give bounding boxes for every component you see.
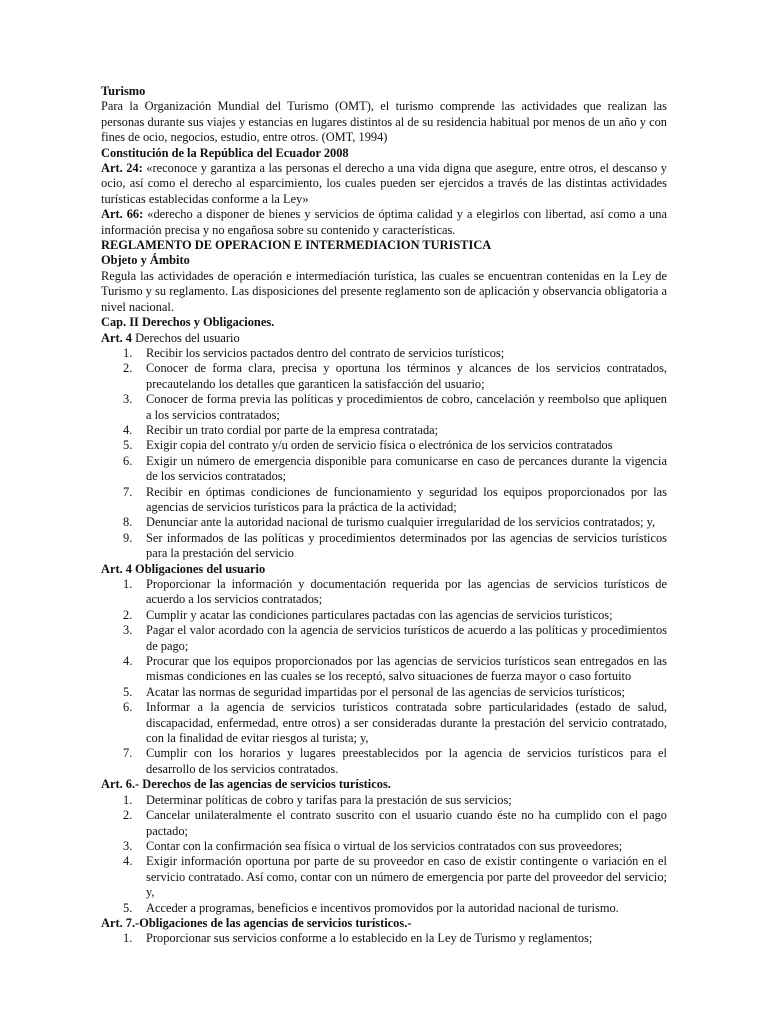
list-item-text: Informar a la agencia de servicios turísticos contratada sobre particularidades (estado de salud, discapacidad, enfermedad, entre otros) a ser consideradas durante la prestación del servicio contratado, con la finalidad de evitar riesgos al turista; y, [146, 700, 667, 746]
list-item-number: 2. [123, 361, 133, 376]
list-item [101, 623, 667, 654]
list-item-number: 1. [123, 792, 133, 807]
document-page [101, 84, 667, 947]
list-item [101, 423, 667, 438]
section-title-turismo: Turismo [101, 84, 146, 98]
section-title-objeto: Objeto y Ámbito [101, 253, 190, 268]
list-item-number: 1. [123, 931, 133, 946]
list-item-number: 6. [123, 700, 133, 715]
list-item [101, 685, 667, 700]
paragraph-art66 [101, 207, 667, 238]
art4-obligaciones-heading: Art. 4 Obligaciones del usuario [101, 561, 266, 576]
art4-derechos-heading [101, 331, 667, 346]
list-item-text: Proporcionar la información y documentación requerida por las agencias de servicios turísticos de acuerdo a los servicios contratados; [146, 577, 667, 607]
list-item [101, 854, 667, 900]
list-item-text: Contar con la confirmación sea física o virtual de los servicios contratados con sus proveedores; [146, 838, 623, 853]
list-item-number: 3. [123, 623, 133, 638]
list-item-text: Denunciar ante la autoridad nacional de turismo cualquier irregularidad de los servicios contratados; y, [146, 515, 656, 530]
list-item-number: 1. [123, 345, 133, 360]
list-derechos-usuario [101, 346, 667, 562]
list-item-number: 4. [123, 854, 133, 869]
list-item [101, 931, 667, 946]
paragraph-art24 [101, 161, 667, 207]
list-item [101, 515, 667, 530]
list-item [101, 485, 667, 516]
list-item-number: 4. [123, 654, 133, 669]
list-item [101, 839, 667, 854]
list-item-text: Procurar que los equipos proporcionados por las agencias de servicios turísticos sean entregados en las mismas condiciones en las cuales se los receptó, salvo situaciones de fuerza mayor o caso fortuito [146, 654, 667, 684]
list-item [101, 700, 667, 746]
list-item-number: 5. [123, 900, 133, 915]
list-item [101, 346, 667, 361]
list-item-text: Cumplir con los horarios y lugares preestablecidos por la agencia de servicios turísticos para el desarrollo de los servicios contratados. [146, 746, 667, 776]
art4-text: Derechos del usuario [131, 330, 240, 345]
list-item [101, 608, 667, 623]
list-item-text: Acatar las normas de seguridad impartidas por el personal de las agencias de servicios turísticos; [146, 684, 625, 699]
list-item [101, 793, 667, 808]
list-item [101, 361, 667, 392]
list-item-text: Ser informados de las políticas y procedimientos determinados por las agencias de servicios turísticos para la prestación del servicio [146, 530, 667, 561]
art6-heading: Art. 6.- Derechos de las agencias de servicios turísticos. [101, 777, 391, 792]
list-item-number: 3. [123, 392, 133, 407]
art7-heading: Art. 7.-Obligaciones de las agencias de servicios turísticos.- [101, 915, 412, 930]
list-item [101, 746, 667, 777]
list-item-text: Pagar el valor acordado con la agencia de servicios turísticos de acuerdo a las políticas y procedimientos de pago; [146, 623, 667, 653]
list-item-text: Proporcionar sus servicios conforme a lo establecido en la Ley de Turismo y reglamentos; [146, 931, 593, 946]
section-title-reglamento: REGLAMENTO DE OPERACION E INTERMEDIACION TURISTICA [101, 238, 492, 253]
list-derechos-agencias [101, 793, 667, 916]
art24-label: Art. 24: [101, 161, 143, 176]
list-item-number: 6. [123, 453, 133, 468]
list-item [101, 438, 667, 453]
section-title-cap2: Cap. II Derechos y Obligaciones. [101, 315, 275, 330]
list-item [101, 531, 667, 562]
list-item-text: Recibir un trato cordial por parte de la empresa contratada; [146, 422, 439, 437]
list-item-text: Conocer de forma previa las políticas y procedimientos de cobro, cancelación y reembolso que apliquen a los servicios contratados; [146, 392, 667, 422]
list-item-number: 5. [123, 684, 133, 699]
list-item [101, 901, 667, 916]
list-item-text: Conocer de forma clara, precisa y oportuna los términos y alcances de los servicios contratados, precautelando los detalles que garanticen la satisfacción del usuario; [146, 361, 667, 391]
list-item-text: Cancelar unilateralmente el contrato suscrito con el usuario cuando éste no ha cumplido con el pago pactado; [146, 808, 667, 838]
list-item-text: Exigir un número de emergencia disponible para comunicarse en caso de percances durante la vigencia de los servicios contratados; [146, 453, 667, 484]
list-item-number: 2. [123, 607, 133, 622]
list-obligaciones-usuario [101, 577, 667, 777]
list-obligaciones-agencias [101, 931, 667, 946]
list-item-text: Exigir información oportuna por parte de su proveedor en caso de existir contingente o variación en el servicio contratado. Así como, contar con un número de emergencia por parte del proveedor del servicio; y, [146, 854, 667, 900]
list-item-text: Recibir los servicios pactados dentro del contrato de servicios turísticos; [146, 345, 505, 360]
art66-text: «derecho a disponer de bienes y servicios de óptima calidad y a elegirlos con libertad, así como a una información precisa y no engañosa sobre su contenido y características. [101, 207, 667, 237]
list-item-text: Exigir copia del contrato y/u orden de servicio física o electrónica de los servicios contratados [146, 438, 613, 453]
paragraph-objeto: Regula las actividades de operación e intermediación turística, las cuales se encuentran contenidas en la Ley de Turismo y su reglamento. Las disposiciones del presente reglamento son de aplicación y observancia obligatoria a nivel nacional. [101, 268, 667, 314]
list-item-number: 7. [123, 484, 133, 499]
list-item-number: 2. [123, 808, 133, 823]
list-item [101, 392, 667, 423]
list-item [101, 808, 667, 839]
list-item [101, 454, 667, 485]
art66-label: Art. 66: [101, 207, 144, 222]
art24-text: «reconoce y garantiza a las personas el derecho a una vida digna que asegure, entre otros, el descanso y ocio, así como el derecho al esparcimiento, los cuales pueden ser ejercidos a través de las distintas actividades turísticas establecidas conforme a la Ley» [101, 161, 667, 206]
list-item-number: 8. [123, 515, 133, 530]
section-title-constitucion: Constitución de la República del Ecuador 2008 [101, 145, 349, 160]
list-item [101, 577, 667, 608]
list-item-number: 3. [123, 838, 133, 853]
paragraph-turismo: Para la Organización Mundial del Turismo (OMT), el turismo comprende las actividades que realizan las personas durante sus viajes y estancias en lugares distintos al de su residencia habitual por menos de un año y con fines de ocio, negocios, estudio, entre otros. (OMT, 1994) [101, 99, 667, 145]
list-item-text: Acceder a programas, beneficios e incentivos promovidos por la autoridad nacional de turismo. [146, 900, 619, 915]
list-item [101, 654, 667, 685]
list-item-number: 1. [123, 577, 133, 591]
list-item-number: 4. [123, 422, 133, 437]
art4-label: Art. 4 [101, 330, 132, 345]
list-item-text: Determinar políticas de cobro y tarifas para la prestación de sus servicios; [146, 792, 512, 807]
list-item-text: Cumplir y acatar las condiciones particulares pactadas con las agencias de servicios turísticos; [146, 607, 613, 622]
list-item-number: 9. [123, 530, 133, 545]
list-item-number: 5. [123, 438, 133, 453]
list-item-number: 7. [123, 746, 133, 761]
list-item-text: Recibir en óptimas condiciones de funcionamiento y seguridad los equipos proporcionados por las agencias de servicios turísticos para la práctica de la actividad; [146, 484, 667, 514]
